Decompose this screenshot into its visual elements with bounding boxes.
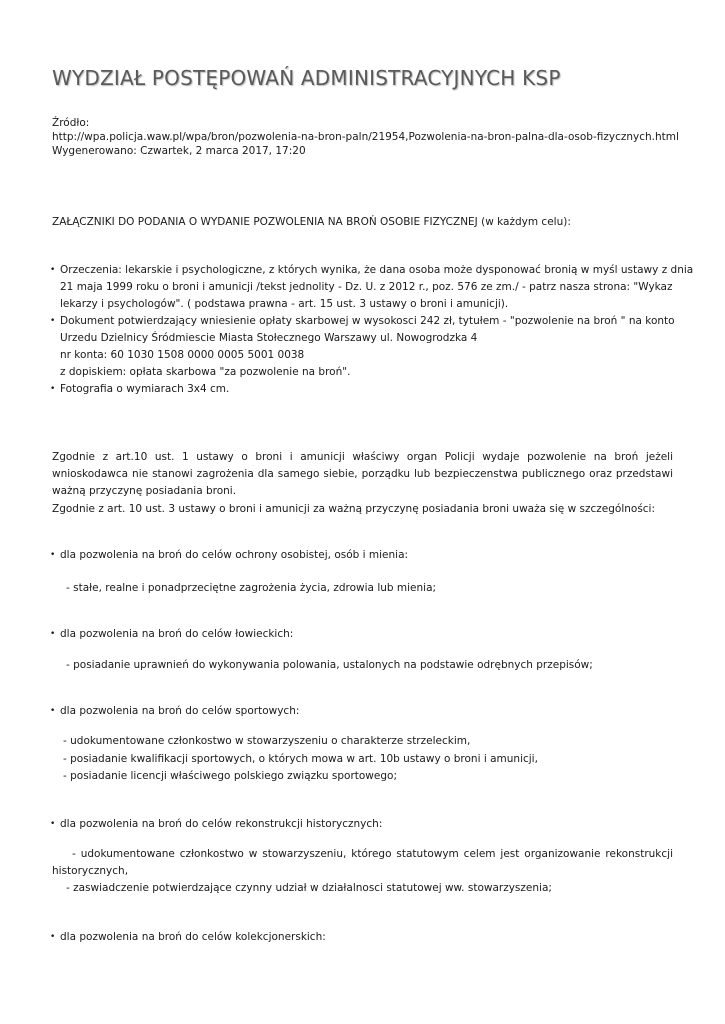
reason-label: dla pozwolenia na broń do celów ochrony osobistej, osób i mienia: [60, 549, 409, 561]
article-paragraph: Zgodnie z art.10 ust. 1 ustawy o broni i amunicji właściwy organ Policji wydaje pozwolenie na broń jeżeli wnioskodawca nie stanowi zagrożenia dla samego siebie, porządku lub bezpieczenstwa publicznego oraz przedstawi ważną przyczynę posiadania broni. [52, 451, 673, 497]
reason-item-line: - udokumentowane członkostwo w stowarzyszeniu o charakterze strzeleckim, [63, 735, 471, 747]
article-paragraph: Zgodnie z art. 10 ust. 3 ustawy o broni i amunicji za ważną przyczynę posiadania broni uważa się w szczególności: [52, 503, 656, 515]
reason-item: - stałe, realne i ponadprzeciętne zagrożenia życia, zdrowia lub mienia; [66, 582, 437, 594]
bullet: • [50, 819, 56, 829]
reason-label: dla pozwolenia na broń do celów kolekcjonerskich: [60, 931, 326, 943]
bullet: • [50, 265, 56, 275]
attachments-list [50, 262, 693, 398]
reason-protection [50, 547, 408, 564]
reason-sport [50, 703, 299, 720]
list-item-text: Orzeczenia: lekarskie i psychologiczne, z których wynika, że dana osoba może dysponować bronią w myśl ustawy z dnia [60, 264, 694, 276]
reason-label: dla pozwolenia na broń do celów łowieckich: [60, 628, 294, 640]
reason-hunting [50, 626, 293, 643]
list-item [50, 313, 693, 330]
reason-item-line: - posiadanie kwalifikacji sportowych, o których mowa w art. 10b ustawy o broni i amunicji, [63, 752, 538, 765]
list-item-continuation: Urzedu Dzielnicy Śródmiescie Miasta Stołecznego Warszawy ul. Nowogrodzka 4 [60, 332, 478, 344]
attachments-heading: ZAŁĄCZNIKI DO PODANIA O WYDANIE POZWOLENIA NA BROŃ OSOBIE FIZYCZNEJ (w każdym celu): [52, 216, 571, 228]
bullet: • [50, 706, 56, 716]
bullet: • [50, 932, 56, 942]
list-item-continuation: lekarzy i psychologów". ( podstawa prawna - art. 15 ust. 3 ustawy o broni i amunicji). [60, 298, 509, 310]
reason-reconstruction [50, 816, 382, 833]
reason-collection [50, 929, 326, 946]
reason-item [63, 733, 538, 786]
bullet: • [50, 629, 56, 639]
bullet: • [50, 384, 56, 394]
list-item-continuation: z dopiskiem: opłata skarbowa "za pozwolenie na broń". [60, 366, 351, 378]
source-info [52, 116, 679, 158]
list-item [50, 381, 693, 398]
page-title: WYDZIAŁ POSTĘPOWAŃ ADMINISTRACYJNYCH KSP [52, 66, 561, 90]
bullet: • [50, 550, 56, 560]
reason-item-line: - posiadanie licencji właściwego polskiego związku sportowego; [63, 770, 397, 782]
source-url: http://wpa.policja.waw.pl/wpa/bron/pozwolenia-na-bron-paln/21954,Pozwolenia-na-bron-palna-dla-osob-fizycznych.html [52, 131, 679, 143]
reason-item: - udokumentowane członkostwo w stowarzyszeniu, którego statutowym celem jest organizowanie rekonstrukcji historycznych, [52, 848, 673, 877]
list-item-text: Dokument potwierdzający wniesienie opłaty skarbowej w wysokosci 242 zł, tytułem - "pozwolenie na broń " na konto [60, 315, 675, 327]
source-label: Źródło: [52, 117, 90, 129]
list-item [50, 262, 693, 279]
list-item-continuation: 21 maja 1999 roku o broni i amunicji /tekst jednolity - Dz. U. z 2012 r., poz. 576 ze zm./ - patrz nasza strona: "Wykaz [60, 281, 673, 293]
reason-item: - zaswiadczenie potwierdzające czynny udział w działalnosci statutowej ww. stowarzyszenia; [66, 882, 552, 894]
list-item-text: Fotografia o wymiarach 3x4 cm. [60, 383, 230, 395]
reason-label: dla pozwolenia na broń do celów sportowych: [60, 705, 300, 717]
reason-item: - posiadanie uprawnień do wykonywania polowania, ustalonych na podstawie odrębnych przepisów; [66, 659, 593, 671]
reason-label: dla pozwolenia na broń do celów rekonstrukcji historycznych: [60, 818, 383, 830]
generated-date: Wygenerowano: Czwartek, 2 marca 2017, 17:20 [52, 145, 306, 157]
bullet: • [50, 316, 56, 326]
list-item-continuation: nr konta: 60 1030 1508 0000 0005 5001 0038 [60, 349, 305, 361]
